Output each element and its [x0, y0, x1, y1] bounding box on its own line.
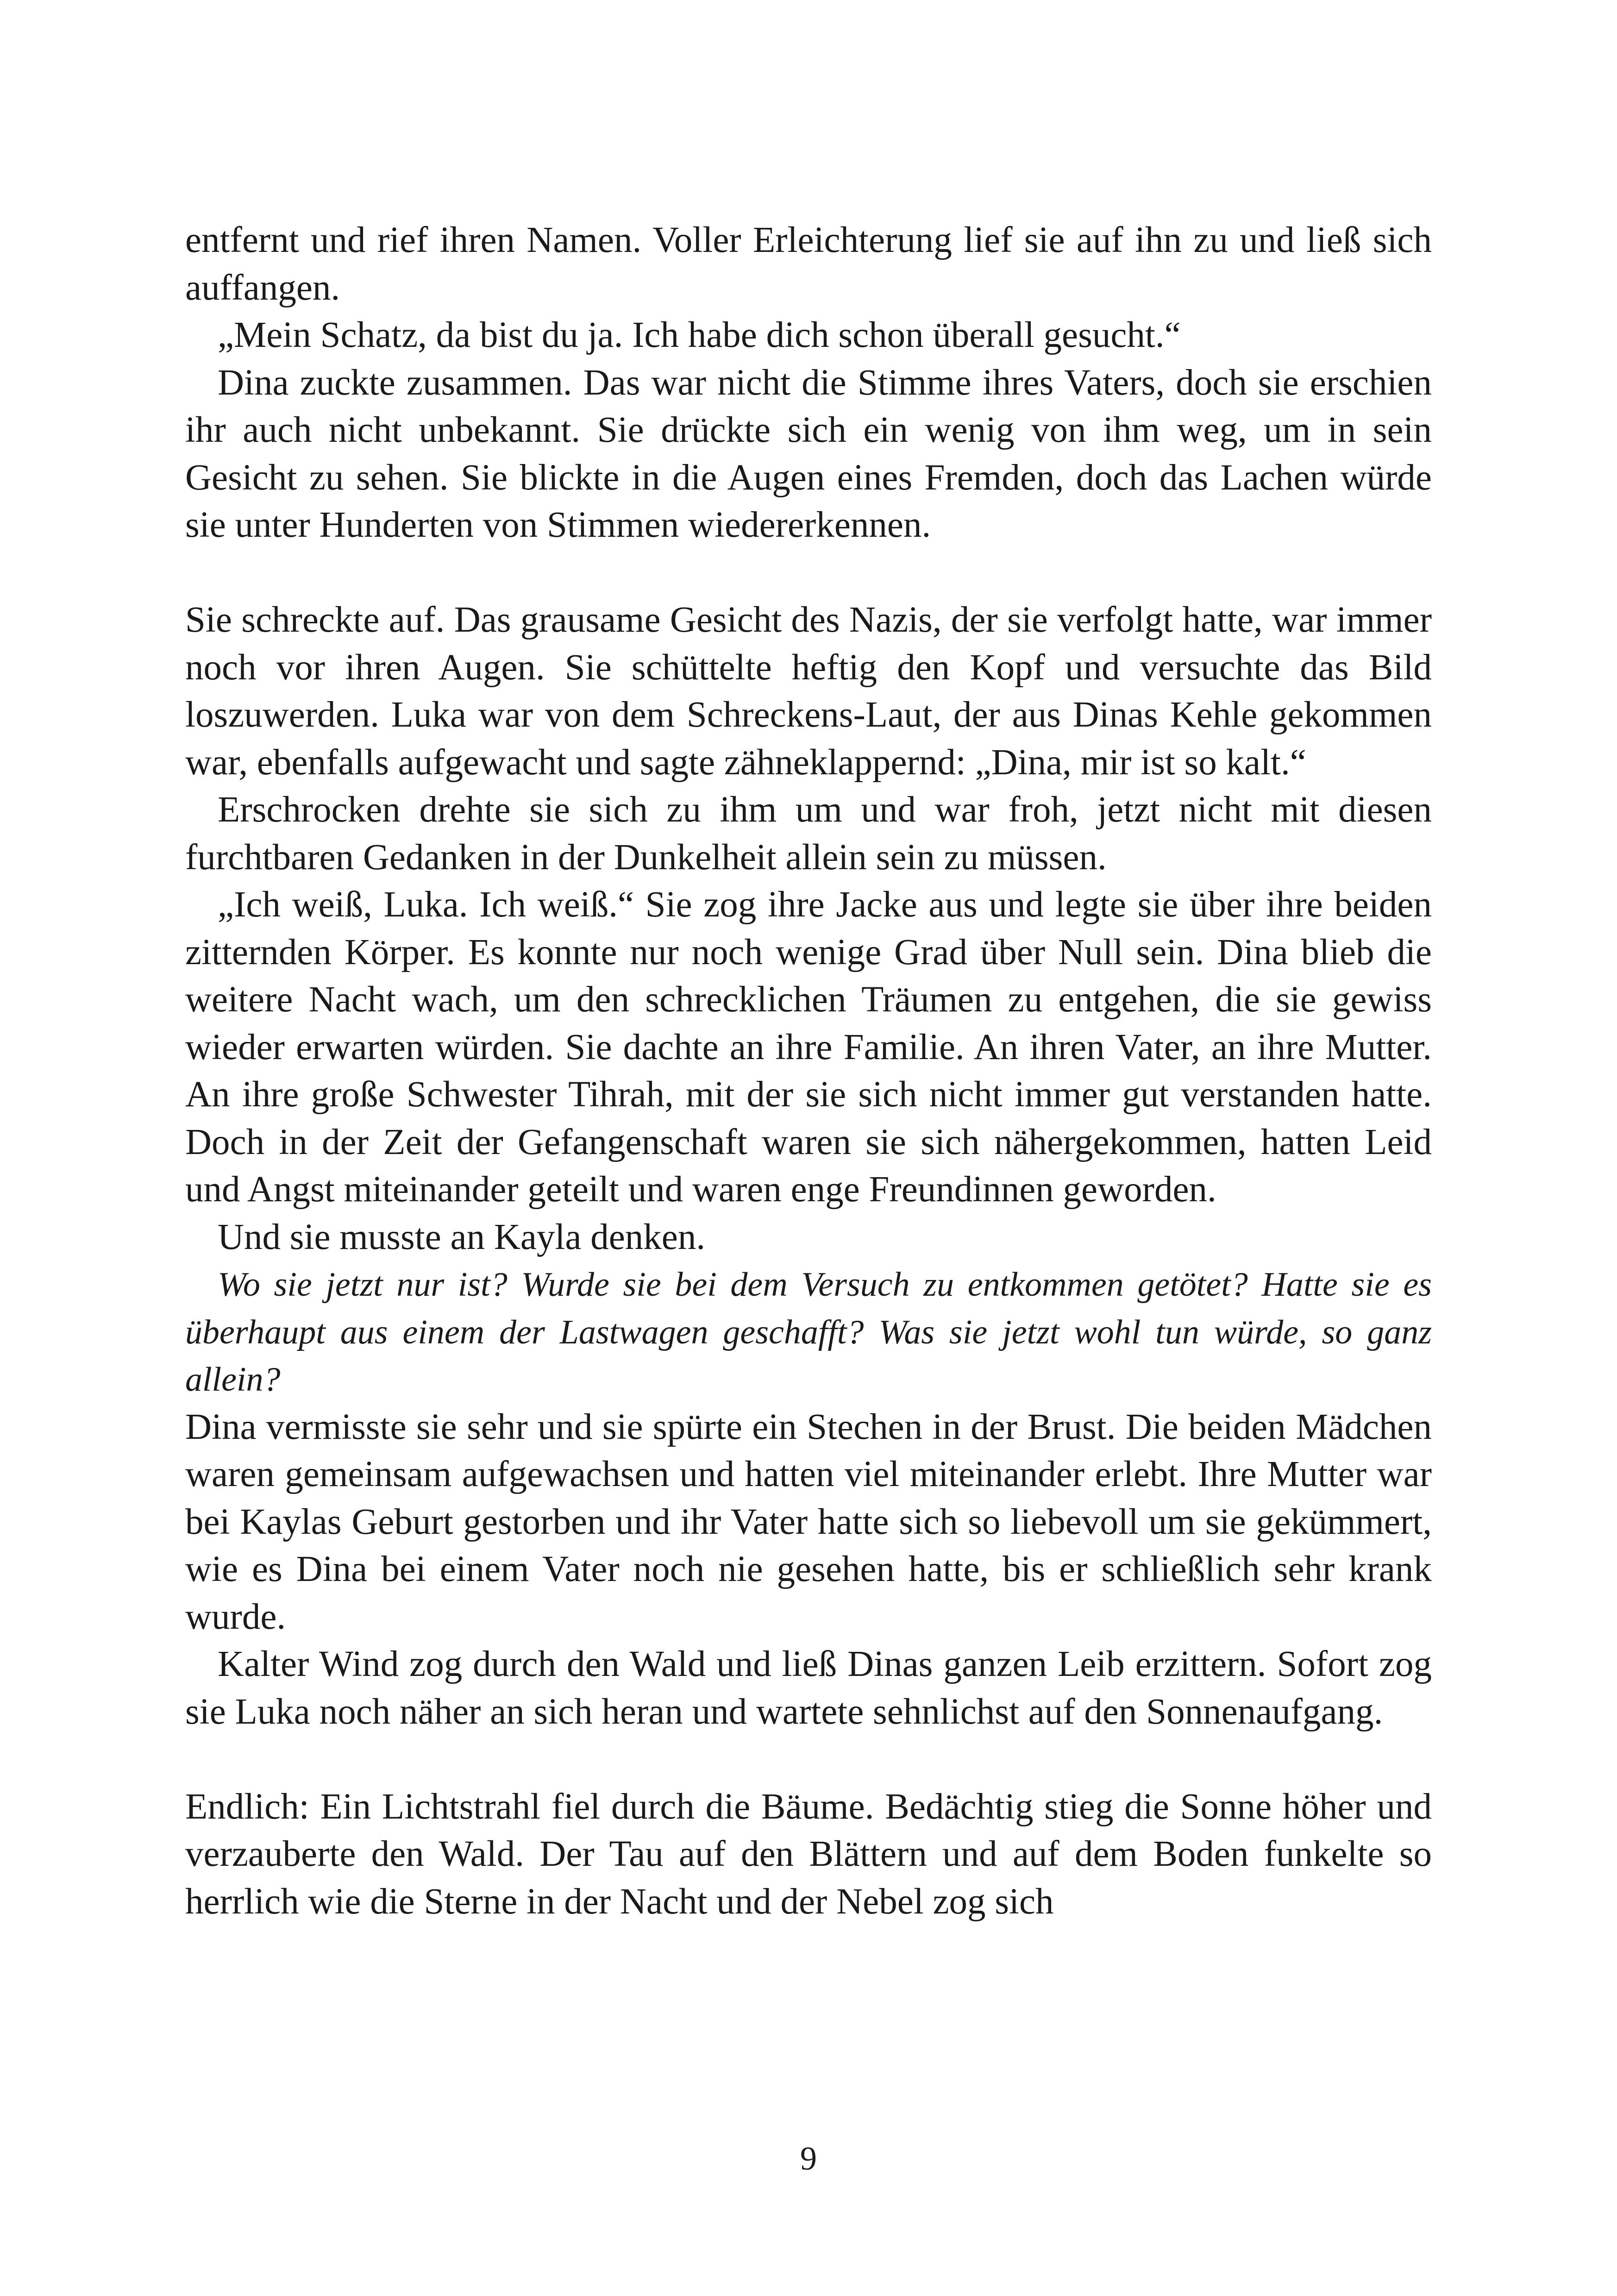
paragraph-9: Dina vermisste sie sehr und sie spürte ein Stechen in der Brust. Die beiden Mädchen waren gemeinsam aufgewachsen und hatten viel miteinander erlebt. Ihre Mutter war bei Kaylas Geburt gestorben und ihr Vater hatte sich so liebevoll um sie gekümmert, wie es Dina bei einem Vater noch nie gesehen hatte, bis er schließlich sehr krank wurde. [185, 1406, 1432, 1637]
page-body [185, 217, 1432, 1926]
paragraph-6: „Ich weiß, Luka. Ich weiß.“ Sie zog ihre Jacke aus und legte sie über ihre beiden zitternden Körper. Es konnte nur noch wenige Grad über Null sein. Dina blieb die weitere Nacht wach, um den schrecklichen Träumen zu entgehen, die sie gewiss wieder erwarten würden. Sie dachte an ihre Familie. An ihren Vater, an ihre Mutter. An ihre große Schwester Tihrah, mit der sie sich nicht immer gut verstanden hatte. Doch in der Zeit der Gefangenschaft waren sie sich nähergekommen, hatten Leid und Angst miteinander geteilt und waren enge Freundinnen geworden. [185, 885, 1432, 1210]
paragraph-2: „Mein Schatz, da bist du ja. Ich habe dich schon überall gesucht.“ [218, 315, 1181, 355]
paragraph-10: Kalter Wind zog durch den Wald und ließ Dinas ganzen Leib erzittern. Sofort zog sie Luka noch näher an sich heran und wartete sehnlichst auf den Sonnenaufgang. [185, 1644, 1432, 1732]
paragraph-7: Und sie musste an Kayla denken. [218, 1217, 706, 1257]
paragraph-1: entfernt und rief ihren Namen. Voller Erleichterung lief sie auf ihn zu und ließ sich auffangen. [185, 220, 1432, 308]
paragraph-4: Sie schreckte auf. Das grausame Gesicht des Nazis, der sie verfolgt hatte, war immer noch vor ihren Augen. Sie schüttelte heftig den Kopf und versuchte das Bild loszuwerden. Luka war von dem Schreckens-Laut, der aus Dinas Kehle gekommen war, ebenfalls aufgewacht und sagte zähneklappernd: „Dina, mir ist so kalt.“ [185, 600, 1432, 783]
paragraph-3: Dina zuckte zusammen. Das war nicht die Stimme ihres Vaters, doch sie erschien ihr auch nicht unbekannt. Sie drückte sich ein wenig von ihm weg, um in sein Gesicht zu sehen. Sie blickte in die Augen eines Fremden, doch das Lachen würde sie unter Hunderten von Stimmen wiedererkennen. [185, 362, 1432, 545]
page-number: 9 [800, 2140, 817, 2177]
paragraph-5: Erschrocken drehte sie sich zu ihm um und war froh, jetzt nicht mit diesen furchtbaren Gedanken in der Dunkelheit allein sein zu müssen. [185, 790, 1432, 878]
paragraph-11: Endlich: Ein Lichtstrahl fiel durch die Bäume. Bedächtig stieg die Sonne höher und verzauberte den Wald. Der Tau auf den Blättern und auf dem Boden funkelte so herrlich wie die Sterne in der Nacht und der Nebel zog sich [185, 1786, 1432, 1922]
paragraph-8-italic-thoughts: Wo sie jetzt nur ist? Wurde sie bei dem Versuch zu entkommen getötet? Hatte sie es überhaupt aus einem der Lastwagen geschafft? Was sie jetzt wohl tun würde, so ganz allein? [185, 1266, 1432, 1399]
